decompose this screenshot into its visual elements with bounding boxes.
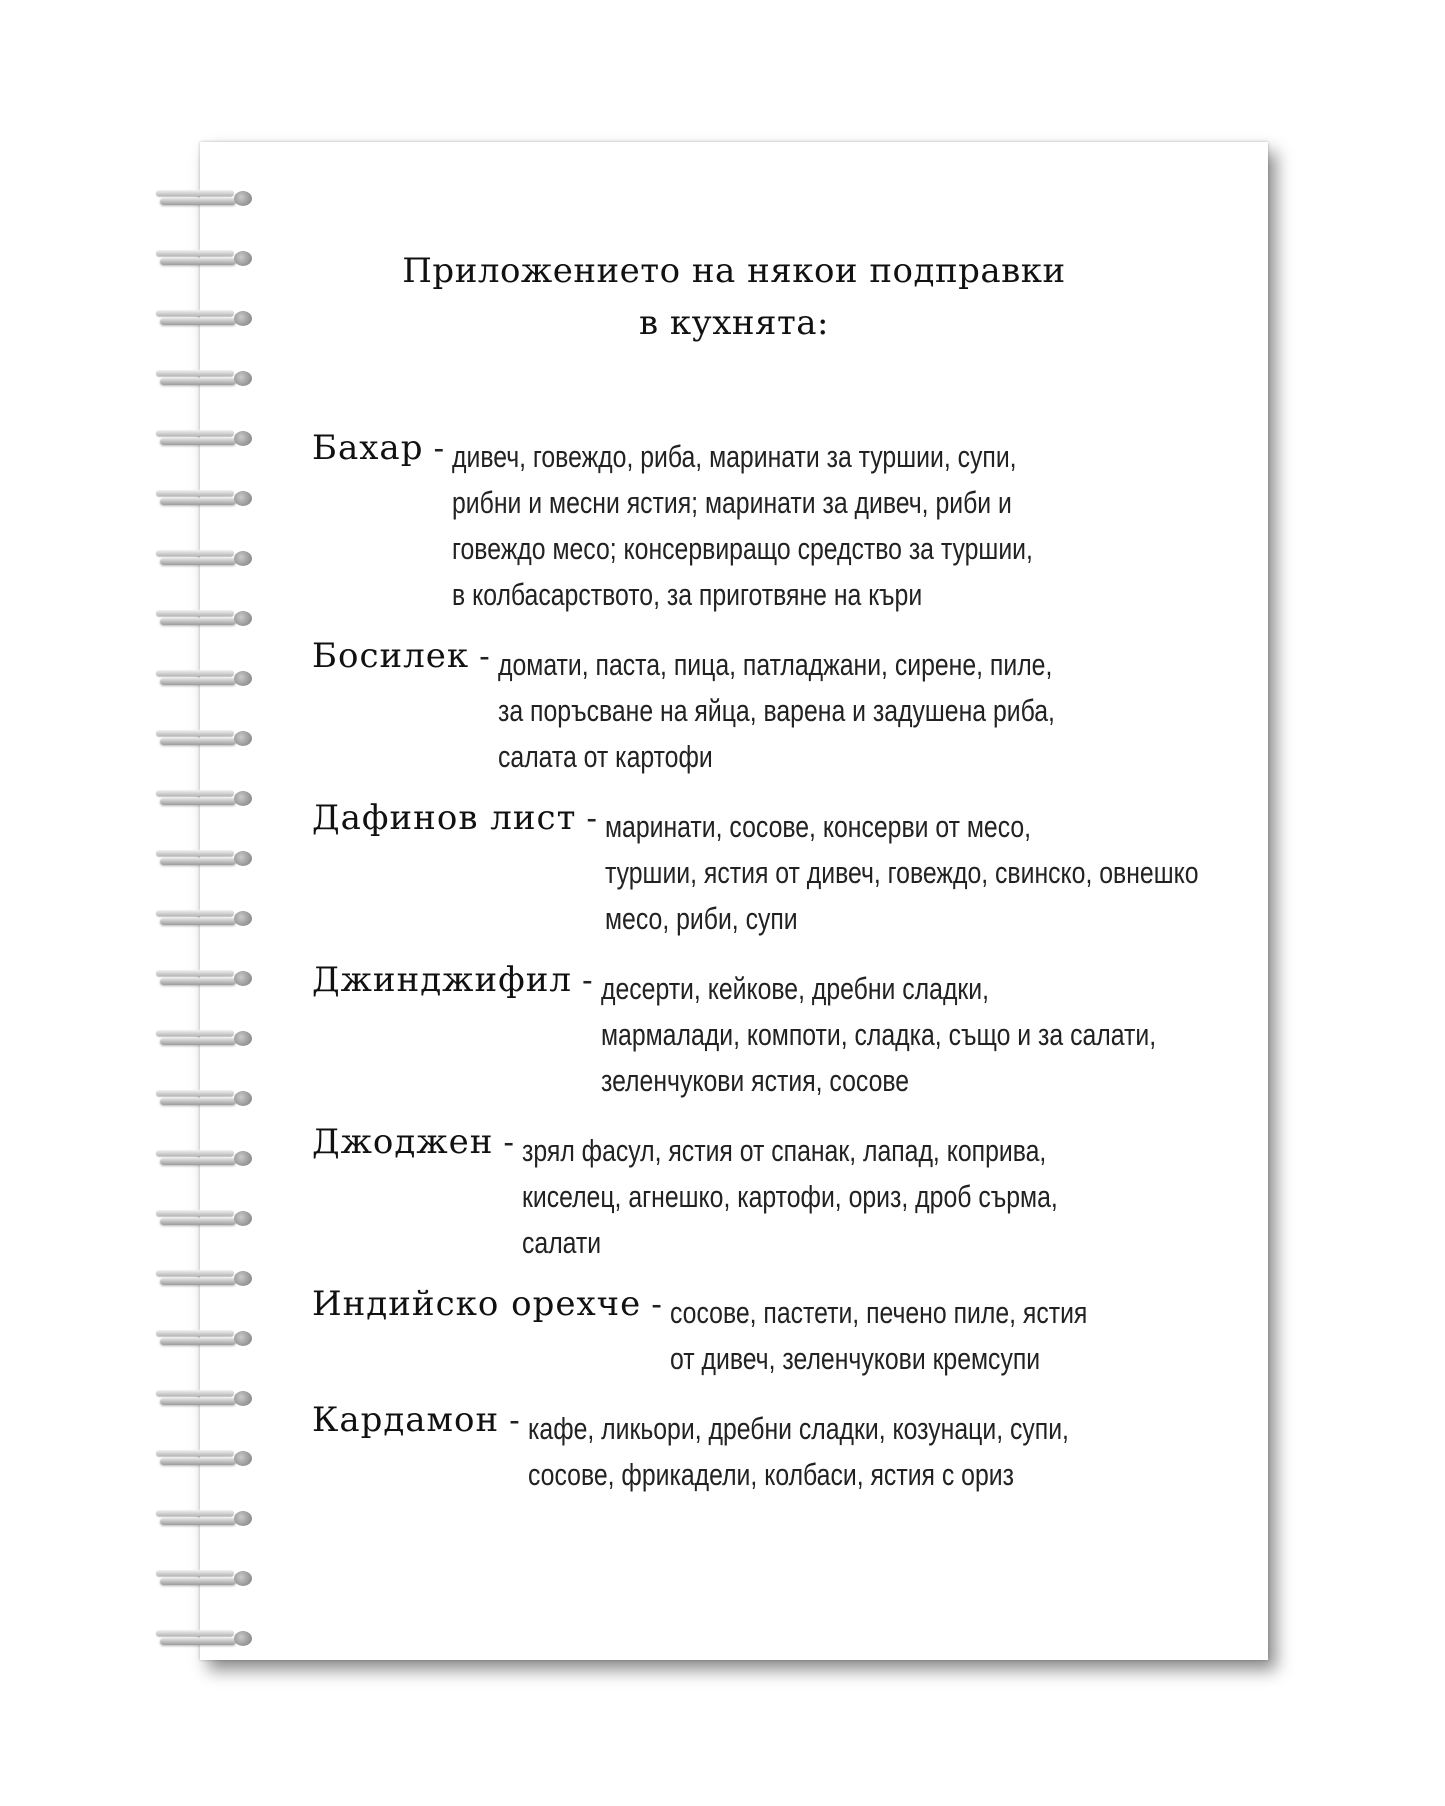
- spice-uses-line: киселец, агнешко, картофи, ориз, дроб сърма,: [522, 1179, 1058, 1214]
- spiral-ring: [148, 910, 252, 928]
- spiral-ring: [148, 670, 252, 688]
- spice-uses-line: зрял фасул, ястия от спанак, лапад, коприва,: [522, 1133, 1047, 1168]
- spiral-ring: [148, 1630, 252, 1648]
- spice-uses-line: говеждо месо; консервиращо средство за туршии,: [452, 531, 1034, 566]
- title-line-2: в кухнята:: [638, 303, 830, 343]
- spice-name: Джоджен: [312, 1122, 494, 1162]
- spiral-ring: [148, 1210, 252, 1228]
- spice-uses: [522, 1122, 1058, 1266]
- spiral-ring: [148, 790, 252, 808]
- spice-uses-line: сосове, пастети, печено пиле, ястия: [669, 1295, 1088, 1330]
- spice-name: Кардамон: [312, 1400, 500, 1440]
- dash: -: [582, 962, 593, 998]
- spice-uses-line: десерти, кейкове, дребни сладки,: [600, 971, 989, 1006]
- spiral-ring: [148, 1450, 252, 1468]
- spice-uses: [528, 1400, 1069, 1498]
- spice-entry: [312, 1400, 1192, 1498]
- spice-uses-line: рибни и месни ястия; маринати за дивеч, риби и: [452, 485, 1013, 520]
- spiral-ring: [148, 1510, 252, 1528]
- spiral-ring: [148, 1390, 252, 1408]
- dash: -: [433, 430, 445, 466]
- spiral-ring: [148, 1150, 252, 1168]
- spice-uses-line: салата от картофи: [497, 739, 713, 774]
- spice-entry: [312, 428, 1192, 618]
- spice-entry: [312, 798, 1199, 942]
- title-line-1: Приложението на някои подправки: [402, 251, 1066, 291]
- spice-name: Индийско орехче: [312, 1284, 642, 1324]
- spiral-ring: [148, 610, 252, 628]
- spice-uses-line: салати: [522, 1225, 602, 1260]
- spice-uses-line: мармалади, компоти, сладка, също и за салати,: [600, 1017, 1156, 1052]
- spiral-ring: [148, 1330, 252, 1348]
- spice-uses: [605, 798, 1199, 942]
- spice-uses-line: от дивеч, зеленчукови кремсупи: [669, 1341, 1041, 1376]
- spice-uses-line: маринати, сосове, консерви от месо,: [605, 809, 1032, 844]
- page-title: [200, 245, 1268, 349]
- spiral-ring: [148, 730, 252, 748]
- spice-uses-line: сосове, фрикадели, колбаси, ястия с ориз: [527, 1457, 1014, 1492]
- spice-uses: [498, 636, 1055, 780]
- spice-uses-line: за поръсване на яйца, варена и задушена риба,: [497, 693, 1055, 728]
- spiral-ring: [148, 1270, 252, 1288]
- spice-name: Босилек: [312, 636, 470, 676]
- spice-uses-line: домати, паста, пица, патладжани, сирене, пиле,: [497, 647, 1053, 682]
- dash: -: [586, 800, 598, 836]
- spice-name: Дафинов лист: [312, 798, 577, 838]
- spiral-ring: [148, 1030, 252, 1048]
- spice-name: Джинджифил: [312, 960, 572, 1000]
- spice-uses-line: дивеч, говеждо, риба, маринати за туршии, супи,: [452, 439, 1017, 474]
- spice-uses-line: кафе, ликьори, дребни сладки, козунаци, супи,: [527, 1411, 1069, 1446]
- spiral-ring: [148, 190, 252, 208]
- spiral-ring: [148, 850, 252, 868]
- dash: -: [503, 1124, 515, 1160]
- spice-list: [312, 428, 1199, 1516]
- spice-entry: [312, 960, 1192, 1104]
- spice-entry: [312, 636, 1192, 780]
- spiral-ring: [148, 1570, 252, 1588]
- spice-uses: [670, 1284, 1087, 1382]
- spice-entry: [312, 1284, 1192, 1382]
- dash: -: [479, 638, 490, 674]
- spice-uses-line: месо, риби, супи: [605, 901, 798, 936]
- spiral-ring: [148, 490, 252, 508]
- spiral-binding: [148, 190, 258, 1650]
- spice-entry: [312, 1122, 1192, 1266]
- spiral-ring: [148, 370, 252, 388]
- spiral-ring: [148, 1090, 252, 1108]
- spice-uses-line: в колбасарството, за приготвяне на къри: [452, 577, 923, 612]
- dash: -: [651, 1286, 662, 1322]
- spiral-ring: [148, 970, 252, 988]
- spiral-ring: [148, 430, 252, 448]
- spice-uses: [452, 428, 1033, 618]
- spiral-ring: [148, 550, 252, 568]
- spice-uses-line: зеленчукови ястия, сосове: [600, 1063, 909, 1098]
- spice-uses-line: туршии, ястия от дивеч, говеждо, свинско, овнешко: [605, 855, 1199, 890]
- spice-uses: [601, 960, 1156, 1104]
- dash: -: [509, 1402, 520, 1438]
- spice-name: Бахар: [312, 428, 424, 468]
